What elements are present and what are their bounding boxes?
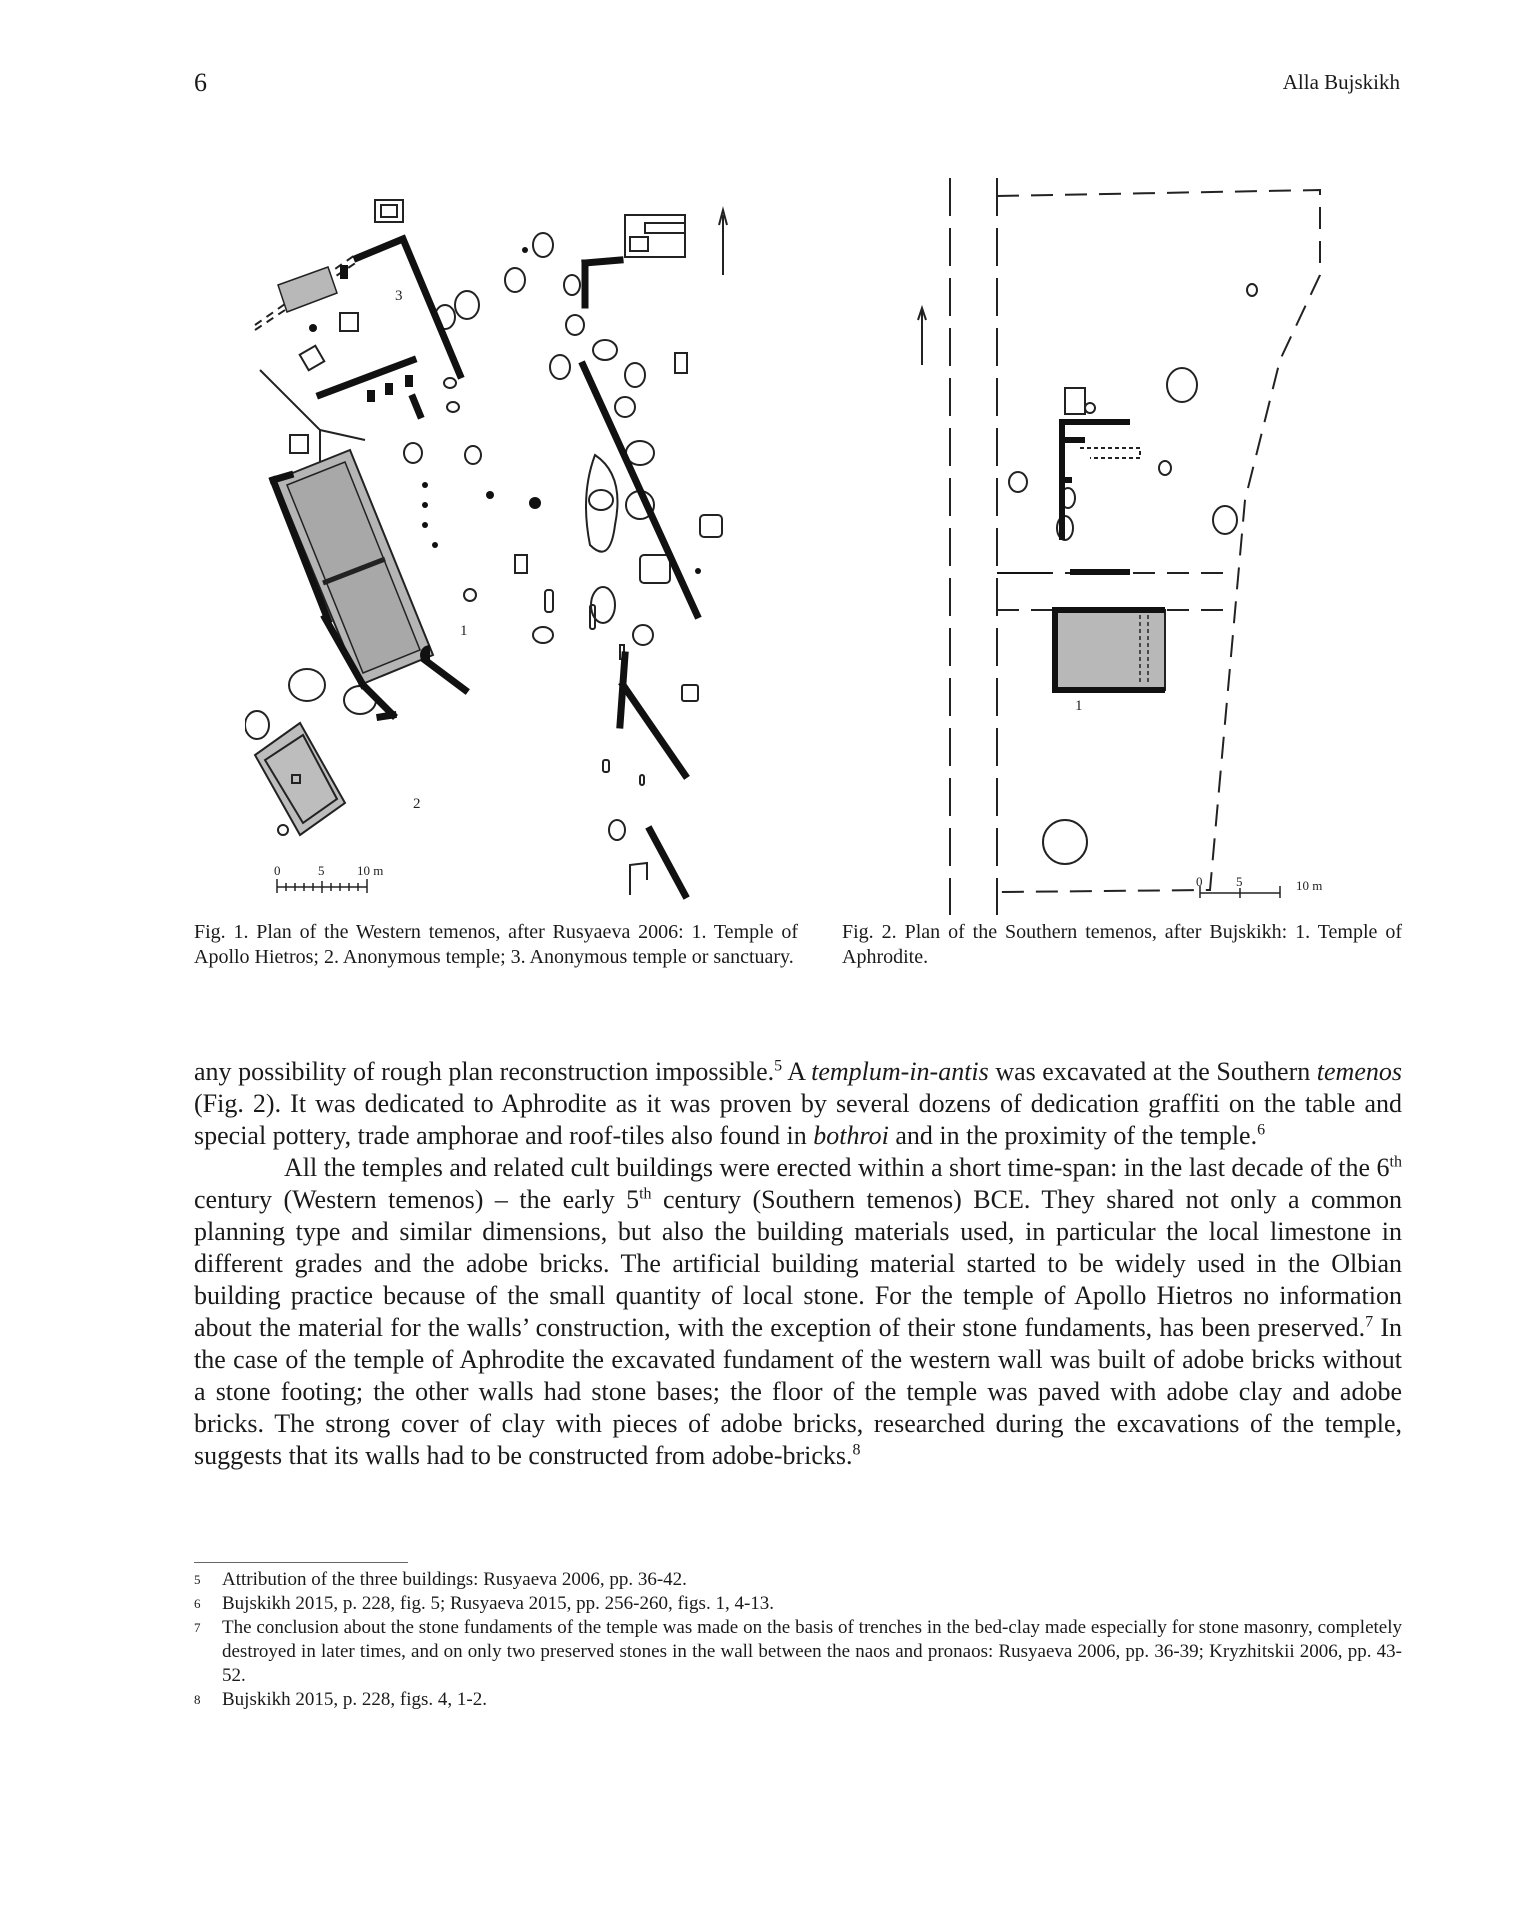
fig2-scale-0: 0	[1196, 874, 1203, 889]
running-head: Alla Bujskikh	[1282, 70, 1400, 94]
fig1-label-1: 1	[460, 623, 468, 639]
fig1-label-2: 2	[413, 796, 421, 812]
fig2-label-1: 1	[1075, 698, 1083, 714]
figure-1-caption: Fig. 1. Plan of the Western temenos, after Rusyaeva 2006: 1. Temple of Apollo Hietros; 2. Anonymous temple; 3. Anonymous temple or sanctuary.	[194, 921, 798, 968]
figure-1-plan	[245, 175, 745, 905]
page-number: 6	[194, 68, 207, 97]
footnote-6: 6 Bujskikh 2015, p. 228, fig. 5; Rusyaeva 2015, pp. 256-260, figs. 1, 4-13.	[194, 1593, 775, 1614]
footnote-rule	[194, 1562, 408, 1563]
fig2-scale-5: 5	[1236, 874, 1243, 889]
footnote-8: 8 Bujskikh 2015, p. 228, figs. 4, 1-2.	[194, 1689, 487, 1710]
paragraph-2: All the temples and related cult buildings were erected within a short time-span: in the last decade of the 6th century (Western temenos) – the early 5th century (Southern temenos) BCE. They shared not only a common planning type and similar dimensions, but also the building materials used, in particular the local limestone in different grades and the adobe bricks. The artificial building material started to be widely used in the Olbian building practice because of the small quantity of local stone. For the temple of Apollo Hietros no information about the material for the walls’ construction, with the exception of their stone fundaments, has been preserved.$^7$ In the case of the temple of Aphrodite the excavated fundament of the western wall was built of adobe bricks without a stone footing; the other walls had stone bases; the floor of the temple was paved with adobe clay and adobe bricks. The strong cover of clay with pieces of adobe bricks, researched during the excavations of the temple, suggests that its walls had to be constructed from adobe-bricks.$^8$	[194, 1153, 1402, 1470]
figure-2-plan	[900, 170, 1380, 920]
paragraph-1: any possibility of rough plan reconstruction impossible.$^5$ A templum-in-antis was excavated at the Southern temenos (Fig. 2). It was dedicated to Aphrodite as it was proven by several dozens of dedication graffiti on the table and special pottery, trade amphorae and roof-tiles also found in bothroi and in the proximity of the temple.$^6$	[194, 1057, 1402, 1150]
footnote-7: 7 The conclusion about the stone fundaments of the temple was made on the basis of trenches in the bed-clay made especially for stone masonry, completely destroyed in later times, and on only two preserved stones in the wall between the naos and pronaos: Rusyaeva 2006, pp. 36-39; Kryzhitskii 2006, pp. 43-52.	[194, 1617, 1402, 1686]
fig1-label-3: 3	[395, 288, 403, 304]
fig2-scale-10: 10 m	[1296, 878, 1323, 893]
fig1-scale-5: 5	[318, 863, 325, 878]
footnote-5: 5 Attribution of the three buildings: Rusyaeva 2006, pp. 36-42.	[194, 1569, 687, 1590]
figure-2-caption: Fig. 2. Plan of the Southern temenos, after Bujskikh: 1. Temple of Aphrodite.	[842, 921, 1402, 968]
body-text	[194, 1056, 1402, 1472]
footnotes	[194, 1568, 1402, 1712]
fig1-scale-0: 0	[274, 863, 281, 878]
fig1-scale-10: 10 m	[357, 863, 384, 878]
